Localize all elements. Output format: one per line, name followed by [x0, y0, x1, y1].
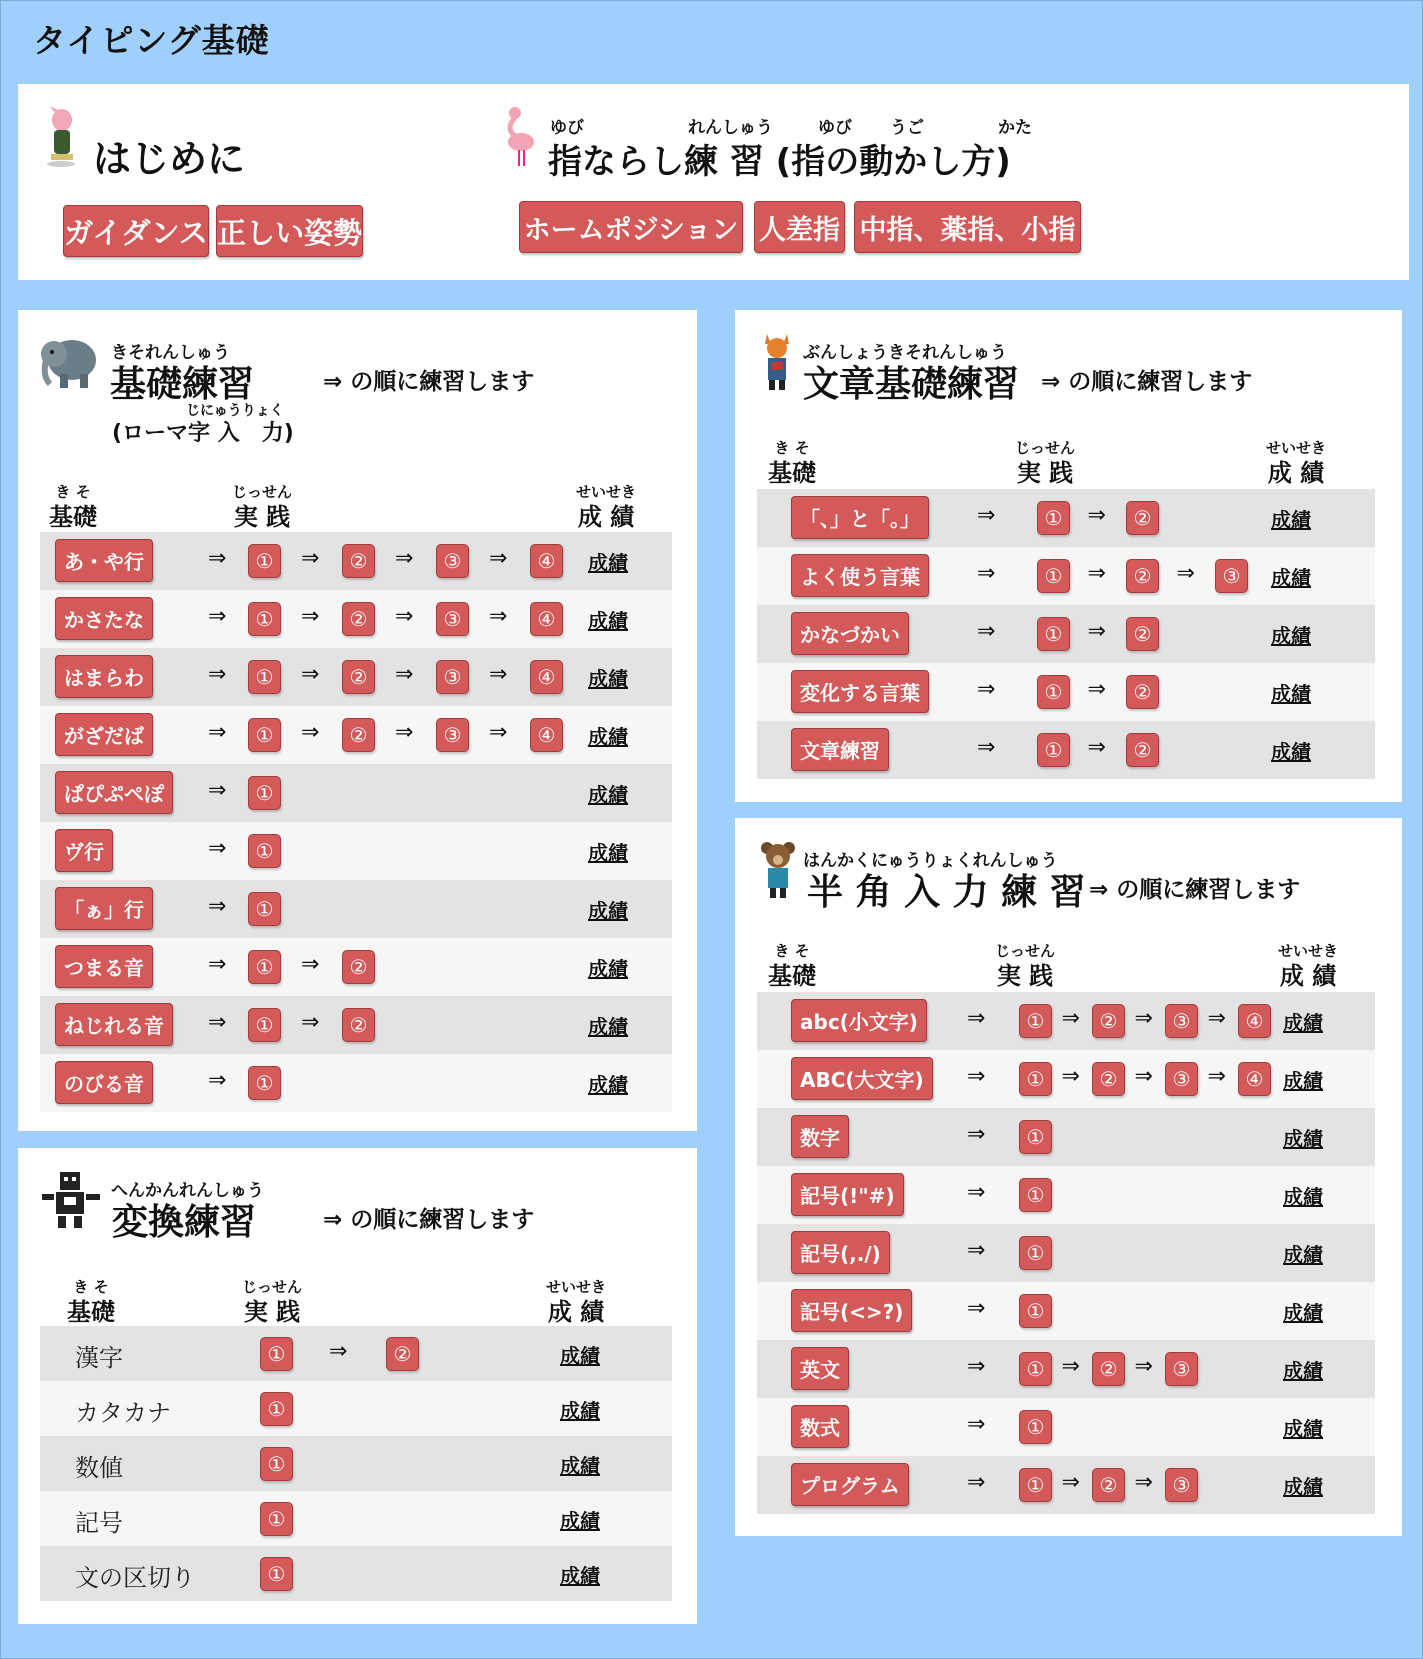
row-lesson-button[interactable]: のびる音: [55, 1061, 153, 1104]
step-3-button[interactable]: ③: [436, 660, 469, 694]
step-2-button[interactable]: ②: [1092, 1004, 1125, 1038]
step-3-button[interactable]: ③: [1165, 1062, 1198, 1096]
step-1-button[interactable]: ①: [248, 950, 281, 984]
step-3-button[interactable]: ③: [1215, 559, 1248, 593]
step-arrow: ⇒: [301, 720, 320, 745]
hankaku-panel: [735, 818, 1402, 1536]
step-arrow: ⇒: [395, 604, 414, 629]
score-link[interactable]: 成績: [1283, 1475, 1323, 1499]
row-arrow: ⇒: [967, 1180, 986, 1205]
table-row: [757, 721, 1375, 779]
step-2-button[interactable]: ②: [342, 718, 375, 752]
step-arrow: ⇒: [1087, 677, 1106, 702]
intro-panel: [18, 84, 1409, 280]
step-arrow: ⇒: [489, 662, 508, 687]
table-row: [40, 822, 672, 880]
henkan-ruby: へんかんれんしゅう: [111, 1181, 264, 1201]
row-arrow: ⇒: [208, 894, 227, 919]
score-link[interactable]: 成績: [560, 1343, 600, 1368]
index-finger-button[interactable]: 人差指: [754, 201, 845, 253]
row-arrow: ⇒: [208, 720, 227, 745]
step-arrow: ⇒: [1176, 561, 1195, 586]
hankaku-hdr-kiso: 基礎: [768, 962, 816, 990]
step-arrow: ⇒: [1061, 1064, 1080, 1089]
table-row: [757, 489, 1375, 547]
table-row: [757, 1340, 1375, 1398]
score-link[interactable]: 成績: [588, 609, 628, 633]
table-row: [40, 1326, 672, 1381]
row-label: カタカナ: [75, 1398, 171, 1427]
table-row: [757, 605, 1375, 663]
table-row: [757, 1050, 1375, 1108]
score-link[interactable]: 成績: [1271, 508, 1311, 532]
bunsho-title: 文章基礎練習: [803, 364, 1020, 405]
bunsho-hdr-jissen: 実 践: [1016, 459, 1074, 487]
pig-character-icon: [40, 106, 82, 168]
table-row: [40, 1546, 672, 1601]
score-link[interactable]: 成績: [1283, 1301, 1323, 1325]
step-1-button[interactable]: ①: [1019, 1352, 1052, 1386]
henkan-hdr-kiso: 基礎: [67, 1298, 115, 1326]
table-row: [757, 663, 1375, 721]
step-4-button[interactable]: ④: [530, 544, 563, 578]
row-arrow: ⇒: [208, 836, 227, 861]
step-4-button[interactable]: ④: [530, 660, 563, 694]
hajime-title: はじめに: [93, 137, 246, 181]
hankaku-hdr-jissen-ruby: じっせん: [995, 942, 1056, 960]
step-1-button[interactable]: ①: [248, 892, 281, 926]
kiso-ruby: きそれんしゅう: [111, 343, 230, 363]
score-link[interactable]: 成績: [1283, 1417, 1323, 1441]
table-row: [757, 1108, 1375, 1166]
kiso-title: 基礎練習: [110, 364, 255, 405]
row-arrow: ⇒: [977, 735, 996, 760]
bunsho-hdr-kiso-ruby: き そ: [774, 439, 810, 457]
bunsho-hdr-seiseki-ruby: せいせき: [1265, 439, 1326, 457]
step-1-button[interactable]: ①: [260, 1392, 293, 1426]
row-lesson-button[interactable]: プログラム: [791, 1463, 909, 1506]
row-lesson-button[interactable]: かさたな: [55, 597, 153, 640]
step-arrow: ⇒: [489, 546, 508, 571]
guidance-button[interactable]: ガイダンス: [63, 205, 209, 257]
score-link[interactable]: 成績: [588, 783, 628, 807]
table-row: [40, 706, 672, 764]
row-arrow: ⇒: [967, 1238, 986, 1263]
elephant-character-icon: [38, 332, 100, 392]
step-1-button[interactable]: ①: [1019, 1004, 1052, 1038]
row-label: 数値: [75, 1453, 123, 1482]
score-link[interactable]: 成績: [588, 957, 628, 981]
row-arrow: ⇒: [208, 604, 227, 629]
step-1-button[interactable]: ①: [1019, 1468, 1052, 1502]
step-arrow: ⇒: [1207, 1006, 1226, 1031]
table-row: [757, 1166, 1375, 1224]
score-link[interactable]: 成績: [1283, 1011, 1323, 1035]
yubi-title: 指ならし練 習 (指の動かし方): [548, 142, 1011, 182]
hankaku-title: 半 角 入 力 練 習: [807, 872, 1086, 913]
score-link[interactable]: 成績: [1283, 1069, 1323, 1093]
step-3-button[interactable]: ③: [436, 544, 469, 578]
row-arrow: ⇒: [967, 1064, 986, 1089]
score-link[interactable]: 成績: [1283, 1359, 1323, 1383]
table-row: [40, 764, 672, 822]
score-link[interactable]: 成績: [560, 1508, 600, 1533]
bunsho-hdr-jissen-ruby: じっせん: [1015, 439, 1076, 457]
row-lesson-button[interactable]: がざだば: [55, 713, 153, 756]
step-arrow: ⇒: [489, 604, 508, 629]
kiso-hdr-seiseki: 成 績: [577, 503, 635, 531]
step-1-button[interactable]: ①: [260, 1502, 293, 1536]
step-2-button[interactable]: ②: [342, 660, 375, 694]
row-lesson-button[interactable]: 変化する言葉: [791, 670, 929, 713]
step-1-button[interactable]: ①: [248, 544, 281, 578]
yubi-ruby-2: れんしゅう: [688, 118, 773, 138]
score-link[interactable]: 成績: [588, 1073, 628, 1097]
step-1-button[interactable]: ①: [1037, 501, 1070, 535]
row-lesson-button[interactable]: かなづかい: [791, 612, 909, 655]
step-arrow: ⇒: [1087, 503, 1106, 528]
step-1-button[interactable]: ①: [260, 1557, 293, 1591]
row-arrow: ⇒: [967, 1412, 986, 1437]
step-1-button[interactable]: ①: [1037, 559, 1070, 593]
step-arrow: ⇒: [1134, 1470, 1153, 1495]
step-1-button[interactable]: ①: [1037, 675, 1070, 709]
step-1-button[interactable]: ①: [1019, 1294, 1052, 1328]
middle-ring-little-finger-button[interactable]: 中指、薬指、小指: [854, 201, 1081, 253]
step-1-button[interactable]: ①: [1019, 1236, 1052, 1270]
home-position-button[interactable]: ホームポジション: [519, 201, 743, 253]
score-link[interactable]: 成績: [1271, 624, 1311, 648]
step-arrow: ⇒: [1207, 1064, 1226, 1089]
hankaku-hdr-seiseki: 成 績: [1279, 962, 1337, 990]
table-row: [757, 1398, 1375, 1456]
yubi-ruby-1: ゆび: [550, 118, 584, 138]
bunsho-order-note: ⇒ の順に練習します: [1041, 369, 1253, 395]
henkan-hdr-jissen-ruby: じっせん: [242, 1278, 303, 1296]
step-2-button[interactable]: ②: [342, 1008, 375, 1042]
row-lesson-button[interactable]: 数字: [791, 1115, 849, 1158]
step-arrow: ⇒: [301, 1010, 320, 1035]
step-1-button[interactable]: ①: [260, 1447, 293, 1481]
step-4-button[interactable]: ④: [1238, 1004, 1271, 1038]
bunsho-panel: [735, 310, 1402, 802]
step-1-button[interactable]: ①: [260, 1337, 293, 1371]
row-lesson-button[interactable]: はまらわ: [55, 655, 153, 698]
bear-character-icon: [757, 840, 799, 902]
row-arrow: ⇒: [977, 619, 996, 644]
table-row: [40, 1381, 672, 1436]
step-arrow: ⇒: [301, 546, 320, 571]
hankaku-hdr-seiseki-ruby: せいせき: [1277, 942, 1338, 960]
score-link[interactable]: 成績: [560, 1398, 600, 1423]
henkan-hdr-seiseki-ruby: せいせき: [545, 1278, 606, 1296]
step-1-button[interactable]: ①: [248, 776, 281, 810]
row-lesson-button[interactable]: よく使う言葉: [791, 554, 929, 597]
row-lesson-button[interactable]: ぱぴぷぺぽ: [55, 771, 173, 814]
flamingo-character-icon: [501, 106, 537, 168]
row-lesson-button[interactable]: 「ぁ」行: [55, 887, 153, 930]
score-link[interactable]: 成績: [1283, 1243, 1323, 1267]
row-lesson-button[interactable]: あ・や行: [55, 539, 153, 582]
step-2-button[interactable]: ②: [1126, 617, 1159, 651]
row-lesson-button[interactable]: 文章練習: [791, 728, 889, 771]
kiso-order-note: ⇒ の順に練習します: [323, 369, 535, 395]
score-link[interactable]: 成績: [1283, 1185, 1323, 1209]
fox-character-icon: [757, 332, 797, 394]
step-3-button[interactable]: ③: [436, 718, 469, 752]
score-link[interactable]: 成績: [1271, 740, 1311, 764]
score-link[interactable]: 成績: [560, 1563, 600, 1588]
kiso-hdr-jissen-ruby: じっせん: [232, 483, 293, 501]
step-arrow: ⇒: [301, 604, 320, 629]
row-arrow: ⇒: [967, 1006, 986, 1031]
row-arrow: ⇒: [967, 1470, 986, 1495]
step-1-button[interactable]: ①: [248, 718, 281, 752]
row-lesson-button[interactable]: 記号(!"#): [791, 1173, 904, 1216]
row-arrow: ⇒: [208, 1068, 227, 1093]
step-arrow: ⇒: [395, 546, 414, 571]
step-1-button[interactable]: ①: [248, 1008, 281, 1042]
row-arrow: ⇒: [977, 503, 996, 528]
henkan-panel: [18, 1148, 697, 1624]
step-arrow: ⇒: [1134, 1064, 1153, 1089]
kiso-hdr-jissen: 実 践: [233, 503, 291, 531]
score-link[interactable]: 成績: [588, 667, 628, 691]
table-row: [40, 880, 672, 938]
bunsho-ruby: ぶんしょうきそれんしゅう: [803, 343, 1007, 363]
bunsho-hdr-kiso: 基礎: [768, 459, 816, 487]
row-lesson-button[interactable]: つまる音: [55, 945, 153, 988]
hankaku-ruby: はんかくにゅうりょくれんしゅう: [803, 851, 1058, 871]
step-arrow: ⇒: [1061, 1354, 1080, 1379]
hankaku-order-note: ⇒ の順に練習します: [1089, 877, 1301, 903]
row-arrow: ⇒: [977, 677, 996, 702]
yubi-ruby-3: ゆび: [818, 118, 852, 138]
robot-character-icon: [38, 1170, 104, 1230]
row-arrow: ⇒: [208, 662, 227, 687]
hankaku-hdr-kiso-ruby: き そ: [774, 942, 810, 960]
henkan-hdr-seiseki: 成 績: [547, 1298, 605, 1326]
row-lesson-button[interactable]: ヴ行: [55, 829, 113, 872]
row-label: 記号: [75, 1508, 123, 1537]
row-lesson-button[interactable]: 数式: [791, 1405, 849, 1448]
table-row: [757, 1224, 1375, 1282]
row-arrow: ⇒: [208, 778, 227, 803]
score-link[interactable]: 成績: [588, 841, 628, 865]
step-2-button[interactable]: ②: [342, 544, 375, 578]
row-arrow: ⇒: [208, 546, 227, 571]
step-2-button[interactable]: ②: [1126, 559, 1159, 593]
row-label: 漢字: [75, 1343, 123, 1372]
step-arrow: ⇒: [395, 720, 414, 745]
step-1-button[interactable]: ①: [248, 602, 281, 636]
score-link[interactable]: 成績: [588, 725, 628, 749]
row-arrow: ⇒: [208, 1010, 227, 1035]
step-3-button[interactable]: ③: [1165, 1468, 1198, 1502]
kiso-subtitle: (ローマ字 入 力): [112, 421, 294, 446]
score-link[interactable]: 成績: [588, 551, 628, 575]
step-4-button[interactable]: ④: [1238, 1062, 1271, 1096]
step-2-button[interactable]: ②: [1126, 733, 1159, 767]
table-row: [40, 938, 672, 996]
step-3-button[interactable]: ③: [1165, 1004, 1198, 1038]
row-lesson-button[interactable]: abc(小文字): [791, 999, 927, 1042]
step-arrow: ⇒: [1061, 1470, 1080, 1495]
table-row: [40, 1054, 672, 1112]
henkan-order-note: ⇒ の順に練習します: [323, 1207, 535, 1233]
row-label: 文の区切り: [75, 1563, 195, 1592]
row-arrow: ⇒: [977, 561, 996, 586]
hankaku-hdr-jissen: 実 践: [996, 962, 1054, 990]
yubi-ruby-5: かた: [998, 118, 1032, 138]
step-4-button[interactable]: ④: [530, 602, 563, 636]
row-lesson-button[interactable]: 記号(<>?): [791, 1289, 912, 1332]
step-arrow: ⇒: [301, 662, 320, 687]
page-title: タイピング基礎: [33, 21, 270, 60]
row-arrow: ⇒: [967, 1122, 986, 1147]
step-1-button[interactable]: ①: [248, 834, 281, 868]
row-lesson-button[interactable]: 「、」と「。」: [791, 496, 929, 539]
step-3-button[interactable]: ③: [436, 602, 469, 636]
kiso-hdr-kiso-ruby: き そ: [55, 483, 91, 501]
step-2-button[interactable]: ②: [342, 602, 375, 636]
bunsho-hdr-seiseki: 成 績: [1267, 459, 1325, 487]
score-link[interactable]: 成績: [588, 1015, 628, 1039]
table-row: [40, 1491, 672, 1546]
step-arrow: ⇒: [1134, 1354, 1153, 1379]
step-arrow: ⇒: [1087, 619, 1106, 644]
step-arrow: ⇒: [329, 1338, 348, 1364]
kiso-sub-ruby: じにゅうりょく: [186, 403, 284, 419]
step-1-button[interactable]: ①: [1019, 1178, 1052, 1212]
score-link[interactable]: 成績: [1271, 566, 1311, 590]
table-row: [40, 996, 672, 1054]
yubi-ruby-4: うご: [890, 118, 924, 138]
row-arrow: ⇒: [208, 952, 227, 977]
step-arrow: ⇒: [1087, 735, 1106, 760]
row-arrow: ⇒: [967, 1296, 986, 1321]
table-row: [757, 992, 1375, 1050]
step-1-button[interactable]: ①: [1037, 617, 1070, 651]
table-row: [40, 648, 672, 706]
table-row: [757, 1456, 1375, 1514]
step-2-button[interactable]: ②: [1092, 1352, 1125, 1386]
henkan-title: 変換練習: [112, 1202, 257, 1243]
posture-button[interactable]: 正しい姿勢: [216, 205, 363, 257]
step-arrow: ⇒: [1134, 1006, 1153, 1031]
score-link[interactable]: 成績: [1271, 682, 1311, 706]
table-row: [757, 1282, 1375, 1340]
step-1-button[interactable]: ①: [248, 660, 281, 694]
step-arrow: ⇒: [301, 952, 320, 977]
table-row: [40, 1436, 672, 1491]
step-arrow: ⇒: [395, 662, 414, 687]
step-1-button[interactable]: ①: [1019, 1410, 1052, 1444]
step-3-button[interactable]: ③: [1165, 1352, 1198, 1386]
step-2-button[interactable]: ②: [1126, 675, 1159, 709]
table-row: [40, 532, 672, 590]
step-2-button[interactable]: ②: [1126, 501, 1159, 535]
step-2-button[interactable]: ②: [1092, 1062, 1125, 1096]
table-row: [40, 590, 672, 648]
step-arrow: ⇒: [1061, 1006, 1080, 1031]
row-lesson-button[interactable]: 英文: [791, 1347, 849, 1390]
step-4-button[interactable]: ④: [530, 718, 563, 752]
kiso-hdr-seiseki-ruby: せいせき: [575, 483, 636, 501]
score-link[interactable]: 成績: [588, 899, 628, 923]
score-link[interactable]: 成績: [560, 1453, 600, 1478]
row-lesson-button[interactable]: 記号(,./): [791, 1231, 890, 1274]
step-2-button[interactable]: ②: [342, 950, 375, 984]
score-link[interactable]: 成績: [1283, 1127, 1323, 1151]
table-row: [757, 547, 1375, 605]
kiso-hdr-kiso: 基礎: [49, 503, 97, 531]
step-arrow: ⇒: [1087, 561, 1106, 586]
step-1-button[interactable]: ①: [1037, 733, 1070, 767]
step-2-button[interactable]: ②: [386, 1337, 419, 1371]
step-1-button[interactable]: ①: [1019, 1120, 1052, 1154]
step-2-button[interactable]: ②: [1092, 1468, 1125, 1502]
step-1-button[interactable]: ①: [1019, 1062, 1052, 1096]
step-arrow: ⇒: [489, 720, 508, 745]
henkan-hdr-kiso-ruby: き そ: [73, 1278, 109, 1296]
henkan-hdr-jissen: 実 践: [243, 1298, 301, 1326]
row-arrow: ⇒: [967, 1354, 986, 1379]
kiso-panel: [18, 310, 697, 1131]
row-lesson-button[interactable]: ねじれる音: [55, 1003, 173, 1046]
row-lesson-button[interactable]: ABC(大文字): [791, 1057, 933, 1100]
step-1-button[interactable]: ①: [248, 1066, 281, 1100]
